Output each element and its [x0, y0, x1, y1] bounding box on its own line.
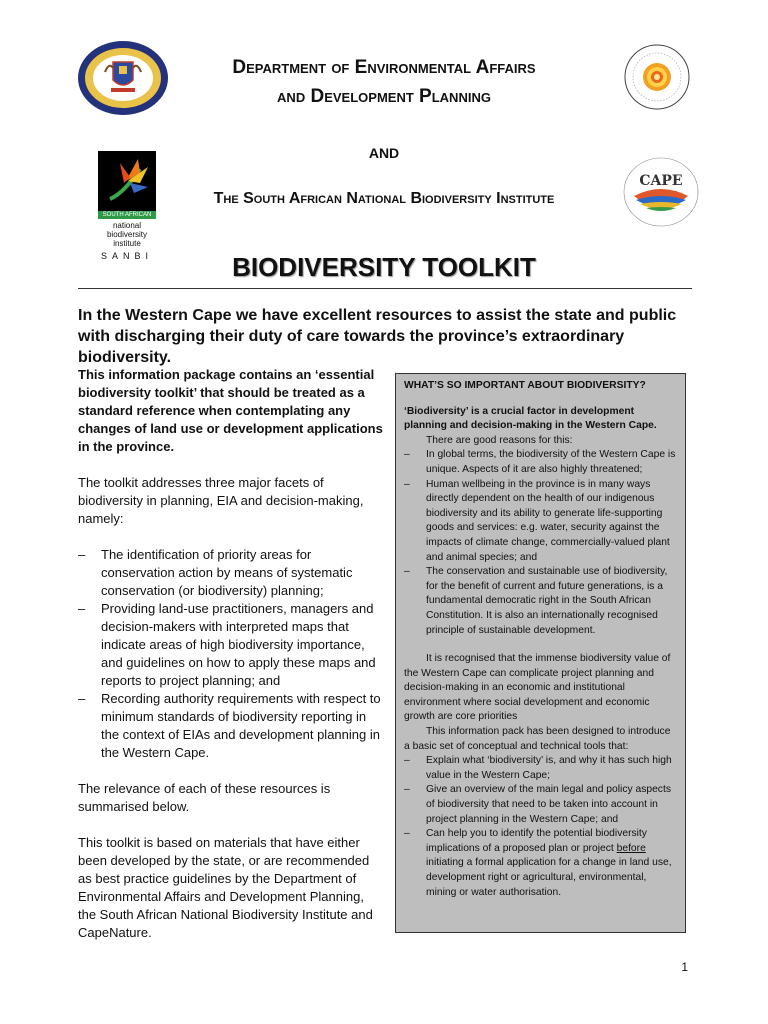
- document-title: BIODIVERSITY TOOLKIT: [232, 252, 536, 282]
- sanbi-title: The South African National Biodiversity Institute: [213, 190, 555, 207]
- tool3-text-pre: Can help you to identify the potential biodiversity implications of a proposed plan or project: [426, 828, 647, 854]
- intro-statement: In the Western Cape we have excellent resources to assist the state and public with discharging their duty of care towards the province’s extraordinary biodiversity.: [78, 307, 677, 366]
- list-item: [404, 827, 677, 900]
- tool3-underlined: before: [616, 842, 646, 854]
- list-item: – In global terms, the biodiversity of the Western Cape is unique. Aspects of it are also highly threatened;: [404, 448, 677, 477]
- page-number: 1: [681, 960, 688, 974]
- western-cape-sun-seal-logo: [624, 44, 690, 110]
- tool3-text-post: initiating a formal application for a change in land use, development right or agricultural, environmental, mining or water authorisation.: [426, 857, 672, 898]
- toolkit-facets-paragraph: The toolkit addresses three major facets of biodiversity in planning, EIA and decision-making, namely:: [78, 475, 364, 526]
- sanbi-band-text: SOUTH AFRICAN: [98, 211, 156, 219]
- box-subheading: ‘Biodiversity’ is a crucial factor in development planning and decision-making in the Western Cape.: [404, 405, 657, 432]
- title-divider: [78, 288, 692, 289]
- recognition-paragraph: It is recognised that the immense biodiversity value of the Western Cape can complicate project planning and decision-making in an economic and institutional environment where social development and economic growth are core priorities: [404, 653, 671, 723]
- box-heading: WHAT’S SO IMPORTANT ABOUT BIODIVERSITY?: [404, 380, 646, 391]
- list-item: – The identification of priority areas for conservation action by means of systematic conservation (or biodiversity) planning;: [78, 546, 384, 600]
- list-item: – Give an overview of the main legal and policy aspects of biodiversity that need to be taken into account in project planning in the Western Cape; and: [404, 783, 677, 827]
- left-column: [78, 366, 384, 960]
- cape-text: CAPE: [639, 173, 683, 189]
- list-item: – Recording authority requirements with respect to minimum standards of biodiversity reporting in the context of EIAs and development planning in the Western Cape.: [78, 690, 384, 762]
- tools-list: [404, 754, 677, 900]
- list-item: – The conservation and sustainable use of biodiversity, for the benefit of current and future generations, is a fundamental democratic right in the South African Constitution. It is also an internationally recognised principle of sustainable development.: [404, 565, 677, 638]
- list-item: – Explain what ‘biodiversity’ is, and why it has such high value in the Western Cape;: [404, 754, 677, 783]
- sanbi-acronym: SANBI: [100, 251, 153, 261]
- and-label: AND: [368, 145, 400, 161]
- relevance-paragraph: The relevance of each of these resources is summarised below.: [78, 781, 331, 814]
- list-item: – Providing land-use practitioners, managers and decision-makers with interpreted maps that indicate areas of high biodiversity importance, and guidelines on how to apply these maps and reports to project planning; and: [78, 600, 384, 690]
- info-package-paragraph: This information package contains an ‘essential biodiversity toolkit’ that should be treated as a standard reference when contemplating any changes of land use or development applications in the province.: [78, 367, 383, 454]
- cape-logo: [622, 156, 700, 228]
- facets-list: [78, 546, 384, 762]
- reasons-list: [404, 448, 677, 638]
- sanbi-name-text: national biodiversity institute: [106, 221, 147, 248]
- biodiversity-importance-box: [395, 373, 686, 933]
- reasons-intro: There are good reasons for this:: [426, 434, 573, 446]
- department-title-line1: Department of Environmental Affairs: [232, 57, 536, 78]
- materials-paragraph: This toolkit is based on materials that have either been developed by the state, or are recommended as best practice guidelines by the Department of Environmental Affairs and Development Planning, the South African National Biodiversity Institute and CapeNature.: [78, 835, 373, 940]
- department-title-line2: and Development Planning: [277, 86, 491, 107]
- info-pack-paragraph: This information pack has been designed to introduce a basic set of conceptual and technical tools that:: [404, 726, 671, 752]
- list-item: – Human wellbeing in the province is in many ways directly dependent on the health of our indigenous biodiversity and its ability to generate life-supporting goods and services: e.g. water, security against the impacts of climate change, commercially-valued plant and animal species; and: [404, 478, 677, 566]
